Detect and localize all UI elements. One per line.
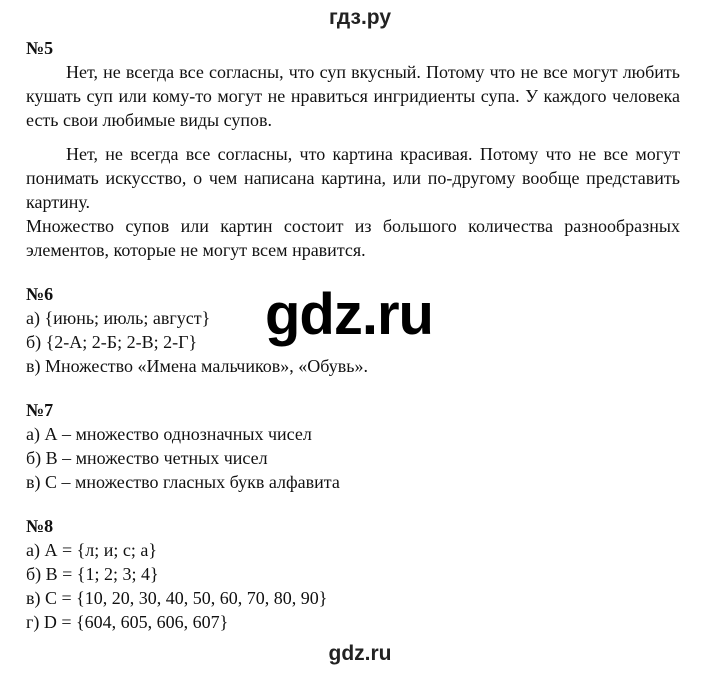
site-footer-logo: gdz.ru xyxy=(328,642,392,665)
answer-item: б) {2-А; 2-Б; 2-В; 2-Г} xyxy=(26,332,198,352)
task-number: №8 xyxy=(26,516,54,536)
answer-item: в) С = {10, 20, 30, 40, 50, 60, 70, 80, 90} xyxy=(26,588,328,608)
answer-item: в) С – множество гласных букв алфавита xyxy=(26,472,340,492)
task-8 xyxy=(26,514,680,634)
watermark-logo: gdz.ru xyxy=(265,282,433,347)
task-number: №5 xyxy=(26,38,54,58)
paragraph: Нет, не всегда все согласны, что суп вкусный. Потому что не все могут любить кушать суп или кому-то могут не нравиться ингридиенты супа. У каждого человека есть свои любимые виды супов. xyxy=(26,62,680,130)
site-header-logo: гдз.ру xyxy=(328,6,392,29)
answer-item: в) Множество «Имена мальчиков», «Обувь». xyxy=(26,356,368,376)
answer-item: а) А – множество однозначных чисел xyxy=(26,424,312,444)
paragraph: Множество супов или картин состоит из большого количества разнообразных элементов, которые не могут всем нравится. xyxy=(26,216,680,260)
answer-item: а) А = {л; и; с; а} xyxy=(26,540,158,560)
task-number: №7 xyxy=(26,400,54,420)
answer-item: б) В – множество четных чисел xyxy=(26,448,268,468)
task-number: №6 xyxy=(26,284,54,304)
paragraph: Нет, не всегда все согласны, что картина красивая. Потому что не все могут понимать искусство, о чем написана картина, или по-другому вообще представить картину. xyxy=(26,144,680,212)
answer-item: а) {июнь; июль; август} xyxy=(26,308,211,328)
task-7 xyxy=(26,398,680,494)
answer-item: г) D = {604, 605, 606, 607} xyxy=(26,612,229,632)
task-5 xyxy=(26,36,680,262)
answer-item: б) В = {1; 2; 3; 4} xyxy=(26,564,159,584)
